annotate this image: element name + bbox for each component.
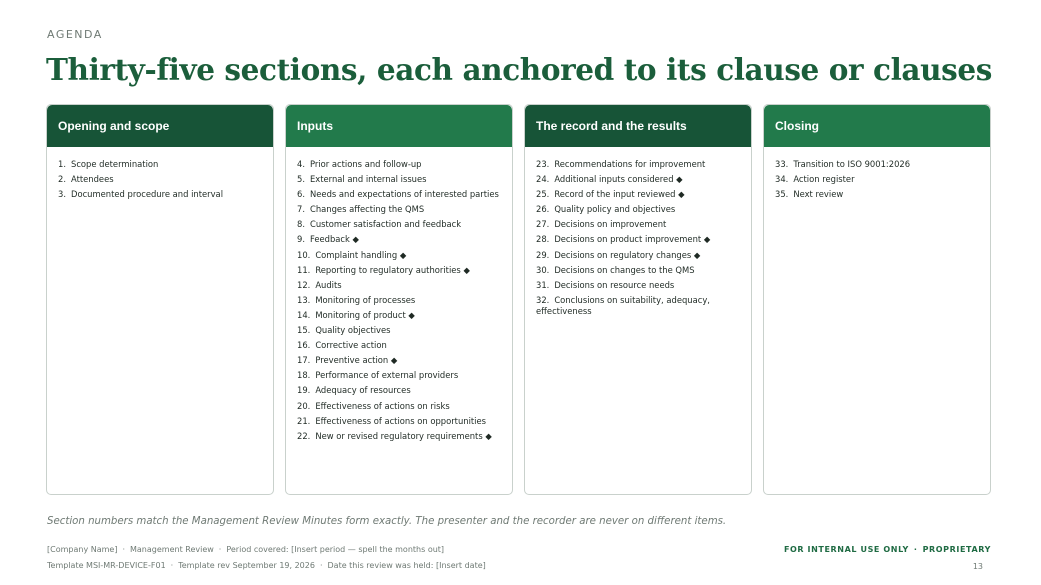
agenda-item [297, 340, 501, 351]
agenda-item-number: 29. [536, 249, 550, 260]
separator: · [170, 561, 174, 570]
agenda-item-text: Customer satisfaction and feedback [310, 219, 462, 230]
agenda-item-text: Next review [793, 189, 844, 200]
agenda-item-number: 19. [297, 385, 311, 396]
agenda-item-number: 26. [536, 204, 550, 215]
agenda-item-number: 7. [297, 204, 305, 215]
agenda-item [297, 189, 501, 200]
separator: · [218, 545, 222, 554]
agenda-item-number: 10. [297, 249, 311, 260]
agenda-item-text: Monitoring of processes [315, 294, 416, 305]
agenda-item-text: Recommendations for improvement [554, 159, 706, 169]
template-id: Template MSI-MR-DEVICE-F01 [47, 561, 166, 570]
agenda-item-number: 22. [297, 430, 311, 441]
agenda-item [536, 159, 740, 170]
agenda-item-text: Decisions on product improvement ◆ [554, 234, 711, 245]
agenda-item-number: 18. [297, 370, 311, 381]
agenda-item-list [47, 147, 273, 200]
column-header [764, 105, 990, 147]
column-title: Closing [775, 119, 819, 133]
column-closing [763, 104, 991, 495]
agenda-item-list [286, 147, 512, 442]
agenda-item-number: 20. [297, 400, 311, 411]
footnote: Section numbers match the Management Review Minutes form exactly. The presenter and the recorder are never on different items. [47, 516, 727, 527]
agenda-item-text: Conclusions on suitability, adequacy, effectiveness [536, 294, 710, 316]
column-title: Opening and scope [58, 119, 170, 133]
column-record-and-results [524, 104, 752, 495]
agenda-item-number: 35. [775, 189, 789, 200]
agenda-item-text: Effectiveness of actions on risks [315, 400, 450, 411]
agenda-item-text: Performance of external providers [315, 370, 459, 381]
agenda-item-number: 15. [297, 325, 311, 336]
agenda-item-text: Quality objectives [315, 325, 391, 336]
column-title: Inputs [297, 119, 333, 133]
column-header [286, 105, 512, 147]
agenda-item-number: 21. [297, 415, 311, 426]
proprietary-label: PROPRIETARY [922, 545, 991, 554]
agenda-item [58, 159, 262, 170]
agenda-item-number: 23. [536, 159, 550, 169]
document-name: Management Review [130, 545, 214, 554]
agenda-item-text: Complaint handling ◆ [315, 249, 407, 260]
agenda-item-text: Decisions on resource needs [554, 279, 675, 290]
agenda-item [536, 219, 740, 230]
agenda-item [297, 204, 501, 215]
agenda-item-number: 12. [297, 279, 311, 290]
agenda-item [536, 174, 740, 185]
agenda-item-text: Needs and expectations of interested parties [310, 189, 499, 200]
agenda-item-number: 9. [297, 234, 305, 245]
agenda-item-text: Decisions on improvement [554, 219, 667, 230]
agenda-item-number: 4. [297, 159, 305, 169]
agenda-item [536, 250, 740, 261]
agenda-item-text: Quality policy and objectives [554, 204, 676, 215]
agenda-item-text: Record of the input reviewed ◆ [554, 189, 685, 200]
agenda-item-number: 34. [775, 174, 789, 185]
agenda-item [297, 265, 501, 276]
agenda-item [297, 310, 501, 321]
agenda-item [297, 325, 501, 336]
agenda-item-text: Monitoring of product ◆ [315, 309, 415, 320]
column-title: The record and the results [536, 119, 687, 133]
agenda-item [297, 159, 501, 170]
separator: · [319, 561, 323, 570]
footer-line-2 [47, 561, 486, 570]
agenda-item [297, 234, 501, 245]
eyebrow-label: AGENDA [47, 28, 103, 41]
agenda-item-number: 5. [297, 174, 305, 185]
agenda-item-number: 6. [297, 189, 305, 200]
page-number: 13 [972, 562, 983, 571]
agenda-item-text: Transition to ISO 9001:2026 [793, 159, 911, 169]
agenda-item-text: Reporting to regulatory authorities ◆ [315, 264, 470, 275]
agenda-item-text: Changes affecting the QMS [310, 204, 425, 215]
agenda-item [775, 174, 979, 185]
agenda-item [536, 204, 740, 215]
agenda-item [775, 159, 979, 170]
agenda-item-text: Preventive action ◆ [315, 355, 398, 366]
agenda-item [536, 189, 740, 200]
agenda-item-text: Adequacy of resources [315, 385, 411, 396]
agenda-item-text: Decisions on changes to the QMS [554, 264, 695, 275]
agenda-item-number: 32. [536, 294, 550, 305]
page-title: Thirty-five sections, each anchored to its clause or clauses [46, 52, 992, 87]
review-date: Date this review was held: [Insert date] [327, 561, 486, 570]
agenda-item [58, 174, 262, 185]
agenda-item-text: Effectiveness of actions on opportunities [315, 415, 487, 426]
agenda-item [536, 295, 740, 317]
agenda-item [297, 174, 501, 185]
agenda-item-text: Documented procedure and interval [71, 189, 224, 200]
agenda-item-number: 25. [536, 189, 550, 200]
agenda-item-number: 30. [536, 264, 550, 275]
agenda-item [297, 355, 501, 366]
agenda-item-text: External and internal issues [310, 174, 427, 185]
agenda-item-text: Feedback ◆ [310, 234, 359, 245]
agenda-item-text: Additional inputs considered ◆ [554, 174, 683, 185]
agenda-item [297, 295, 501, 306]
agenda-columns [46, 104, 991, 495]
agenda-item [536, 234, 740, 245]
agenda-item [58, 189, 262, 200]
agenda-item [297, 416, 501, 427]
agenda-item [536, 265, 740, 276]
column-header [525, 105, 751, 147]
agenda-item-text: Corrective action [315, 340, 387, 351]
agenda-item-number: 1. [58, 159, 66, 169]
separator: · [913, 545, 918, 554]
agenda-item-text: Scope determination [71, 159, 159, 169]
agenda-item [297, 219, 501, 230]
agenda-item-number: 27. [536, 219, 550, 230]
agenda-item-number: 14. [297, 309, 311, 320]
agenda-item-number: 2. [58, 174, 66, 185]
confidentiality-label [784, 545, 991, 554]
footer-line-1 [47, 545, 444, 554]
agenda-item-number: 8. [297, 219, 305, 230]
agenda-item [297, 401, 501, 412]
agenda-item-number: 16. [297, 340, 311, 351]
column-opening-and-scope [46, 104, 274, 495]
agenda-item-number: 28. [536, 234, 550, 245]
agenda-item-list [764, 147, 990, 200]
agenda-item [297, 250, 501, 261]
agenda-item [297, 370, 501, 381]
agenda-item-text: Decisions on regulatory changes ◆ [554, 249, 701, 260]
agenda-item [775, 189, 979, 200]
agenda-item-number: 31. [536, 279, 550, 290]
agenda-item-number: 24. [536, 174, 550, 185]
agenda-item-number: 33. [775, 159, 789, 169]
agenda-item-text: Audits [315, 279, 342, 290]
agenda-item-number: 13. [297, 294, 311, 305]
period-covered: Period covered: [Insert period — spell the months out] [226, 545, 445, 554]
agenda-item [297, 280, 501, 291]
agenda-item-text: New or revised regulatory requirements ◆ [315, 430, 492, 441]
internal-use-label: FOR INTERNAL USE ONLY [783, 545, 909, 554]
template-revision: Template rev September 19, 2026 [178, 561, 315, 570]
agenda-item-text: Action register [793, 174, 855, 185]
separator: · [122, 545, 125, 554]
company-name: [Company Name] [47, 545, 118, 554]
agenda-item [536, 280, 740, 291]
agenda-item [297, 431, 501, 442]
agenda-item-text: Prior actions and follow-up [310, 159, 422, 169]
agenda-item [297, 385, 501, 396]
agenda-item-list [525, 147, 751, 317]
column-header [47, 105, 273, 147]
agenda-item-number: 17. [297, 355, 311, 366]
agenda-item-number: 3. [58, 189, 66, 200]
agenda-item-number: 11. [297, 264, 311, 275]
agenda-item-text: Attendees [71, 174, 114, 185]
column-inputs [285, 104, 513, 495]
